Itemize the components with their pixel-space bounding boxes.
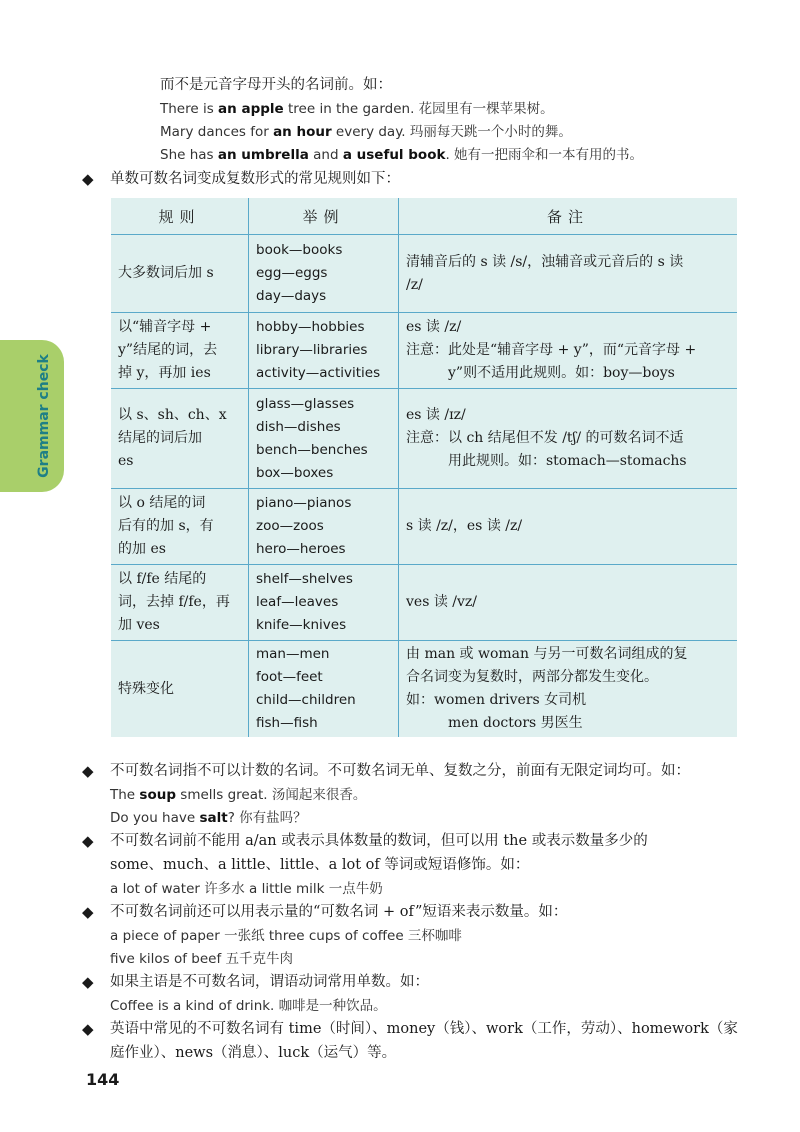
note-cell <box>399 565 738 641</box>
note-cell <box>399 235 738 313</box>
note-cell <box>399 641 738 738</box>
rule-line: 掉 y，再加 ies <box>118 365 211 381</box>
plural-rules-table <box>111 198 737 737</box>
example-cell <box>249 641 399 738</box>
section-text: 不可数名词前不能用 a/an 或表示具体数量的数词，但可以用 the 或表示数量多少的 <box>110 833 648 849</box>
example-bold: an apple <box>218 101 284 117</box>
example-word: shelf—shelves <box>256 571 353 587</box>
header-examples: 举例 <box>249 198 399 235</box>
example-sentence <box>110 807 307 829</box>
example-sentence <box>160 144 643 166</box>
rule-line: es <box>118 453 134 469</box>
example-word: box—boxes <box>256 464 334 481</box>
example-word: zoo—zoos <box>256 518 324 534</box>
example-bold: a useful book <box>342 147 446 163</box>
rule-cell <box>111 565 249 641</box>
example-word: library—libraries <box>256 342 368 358</box>
rule-line: 加 ves <box>118 617 160 633</box>
diamond-bullet-icon: ◆ <box>82 762 94 780</box>
rule-line: 特殊变化 <box>118 680 174 697</box>
note-line: ves 读 /vz/ <box>406 594 477 610</box>
example-bold: an hour <box>273 124 332 140</box>
example-text: a lot of water 许多水 a little milk 一点牛奶 <box>110 881 383 897</box>
rule-cell <box>111 389 249 489</box>
example-bold: soup <box>139 787 176 803</box>
example-word: day—days <box>256 288 327 304</box>
page-number: 144 <box>86 1070 120 1089</box>
example-word: activity—activities <box>256 365 381 381</box>
rule-line: 词，去掉 f/fe，再 <box>118 594 230 610</box>
example-text: . 她有一把雨伞和一本有用的书。 <box>445 147 644 163</box>
example-sentence <box>110 925 462 947</box>
section-text: some、much、a little、little、a lot of 等词或短语修饰。如： <box>110 857 530 873</box>
intro-line: 而不是元音字母开头的名词前。如： <box>160 77 392 93</box>
rule-cell <box>111 641 249 738</box>
note-cell <box>399 313 738 389</box>
note-line: 清辅音后的 s 读 /s/，浊辅音或元音后的 s 读 <box>406 253 684 270</box>
table-row <box>111 565 737 641</box>
table-row <box>111 641 737 738</box>
example-word: leaf—leaves <box>256 594 339 610</box>
example-text: and <box>308 147 343 163</box>
section-text: 不可数名词指不可以计数的名词。不可数名词无单、复数之分，前面有无限定词均可。如： <box>110 763 690 779</box>
rule-cell <box>111 313 249 389</box>
example-text: Do you have <box>110 810 200 826</box>
example-word: foot—feet <box>256 669 323 685</box>
example-sentence <box>110 948 293 970</box>
rule-line: 结尾的词后加 <box>118 430 202 446</box>
example-text: tree in the garden. 花园里有一棵苹果树。 <box>283 101 554 117</box>
rule-line: 以 o 结尾的词 <box>118 495 206 511</box>
rule-cell <box>111 235 249 313</box>
example-word: fish—fish <box>256 715 318 731</box>
example-word: hobby—hobbies <box>256 319 365 335</box>
note-line: y”则不适用此规则。如：boy—boys <box>448 365 675 381</box>
note-line: 由 man 或 woman 与另一可数名词组成的复 <box>406 646 688 662</box>
example-cell <box>249 565 399 641</box>
example-bold: salt <box>199 810 228 826</box>
example-cell <box>249 313 399 389</box>
note-line: es 读 /z/ <box>406 319 462 335</box>
rule-cell <box>111 489 249 565</box>
side-tab-label: Grammar check <box>36 354 52 478</box>
example-text: every day. 玛丽每天跳一个小时的舞。 <box>331 124 572 140</box>
example-cell <box>249 389 399 489</box>
example-word: bench—benches <box>256 441 368 458</box>
example-sentence <box>160 98 554 120</box>
example-sentence <box>110 995 387 1017</box>
example-text: The <box>110 787 140 803</box>
diamond-bullet-icon: ◆ <box>82 903 94 921</box>
example-word: egg—eggs <box>256 265 328 281</box>
table-header-row <box>111 198 737 235</box>
rule-line: 以 f/fe 结尾的 <box>118 571 207 587</box>
example-word: piano—pianos <box>256 495 352 511</box>
note-line: 如：women drivers 女司机 <box>406 692 587 708</box>
example-text: There is <box>160 101 219 117</box>
rule-line: 的加 es <box>118 541 166 557</box>
note-line: s 读 /z/，es 读 /z/ <box>406 518 523 534</box>
rule-line: 以“辅音字母 + <box>118 319 212 335</box>
example-word: hero—heroes <box>256 541 346 557</box>
table-row <box>111 313 737 389</box>
section-text: 庭作业）、news（消息）、luck（运气）等。 <box>110 1045 397 1061</box>
header-rule: 规则 <box>111 198 249 235</box>
example-text: a piece of paper 一张纸 three cups of coffee 三杯咖啡 <box>110 928 462 944</box>
diamond-bullet-icon: ◆ <box>82 170 94 188</box>
example-sentence <box>110 878 383 900</box>
section-text: 如果主语是不可数名词，谓语动词常用单数。如： <box>110 974 429 990</box>
section-text: 英语中常见的不可数名词有 time（时间）、money（钱）、work（工作，劳动）、homework（家 <box>110 1021 738 1037</box>
rule-line: 后有的加 s，有 <box>118 518 214 534</box>
example-text: smells great. 汤闻起来很香。 <box>176 787 367 803</box>
diamond-bullet-icon: ◆ <box>82 1020 94 1038</box>
bullet-rule-text: 单数可数名词变成复数形式的常见规则如下： <box>110 171 400 187</box>
note-line: men doctors 男医生 <box>448 715 583 731</box>
example-text: Coffee is a kind of drink. 咖啡是一种饮品。 <box>110 998 387 1014</box>
example-text: ? 你有盐吗？ <box>227 810 307 826</box>
table-row <box>111 235 737 313</box>
example-word: knife—knives <box>256 617 347 633</box>
example-cell <box>249 235 399 313</box>
example-text: five kilos of beef 五千克牛肉 <box>110 951 294 967</box>
example-sentence <box>160 121 572 143</box>
example-bold: an umbrella <box>217 147 309 163</box>
table-row <box>111 489 737 565</box>
example-word: dish—dishes <box>256 418 341 435</box>
note-line: /z/ <box>406 276 423 293</box>
example-text: Mary dances for <box>160 124 274 140</box>
note-line: es 读 /ɪz/ <box>406 407 466 423</box>
rule-line: 大多数词后加 s <box>118 265 214 281</box>
rule-line: 以 s、sh、ch、x <box>118 407 227 423</box>
example-text: She has <box>160 147 218 163</box>
side-tab <box>0 340 64 492</box>
example-cell <box>249 489 399 565</box>
note-line: 用此规则。如：stomach—stomachs <box>448 453 687 469</box>
section-text: 不可数名词前还可以用表示量的“可数名词 + of”短语来表示数量。如： <box>110 904 568 920</box>
table-row <box>111 389 737 489</box>
note-line: 注意：以 ch 结尾但不发 /tʃ/ 的可数名词不适 <box>406 430 684 446</box>
example-word: book—books <box>256 242 343 258</box>
header-notes: 备注 <box>399 198 738 235</box>
example-word: man—men <box>256 646 330 662</box>
example-word: child—children <box>256 692 356 708</box>
diamond-bullet-icon: ◆ <box>82 832 94 850</box>
example-sentence <box>110 784 366 806</box>
note-cell <box>399 389 738 489</box>
note-line: 注意：此处是“辅音字母 + y”，而“元音字母 + <box>406 342 697 358</box>
rule-line: y”结尾的词，去 <box>118 342 218 358</box>
diamond-bullet-icon: ◆ <box>82 973 94 991</box>
note-line: 合名词变为复数时，两部分都发生变化。 <box>406 669 658 685</box>
example-word: glass—glasses <box>256 395 355 412</box>
note-cell <box>399 489 738 565</box>
